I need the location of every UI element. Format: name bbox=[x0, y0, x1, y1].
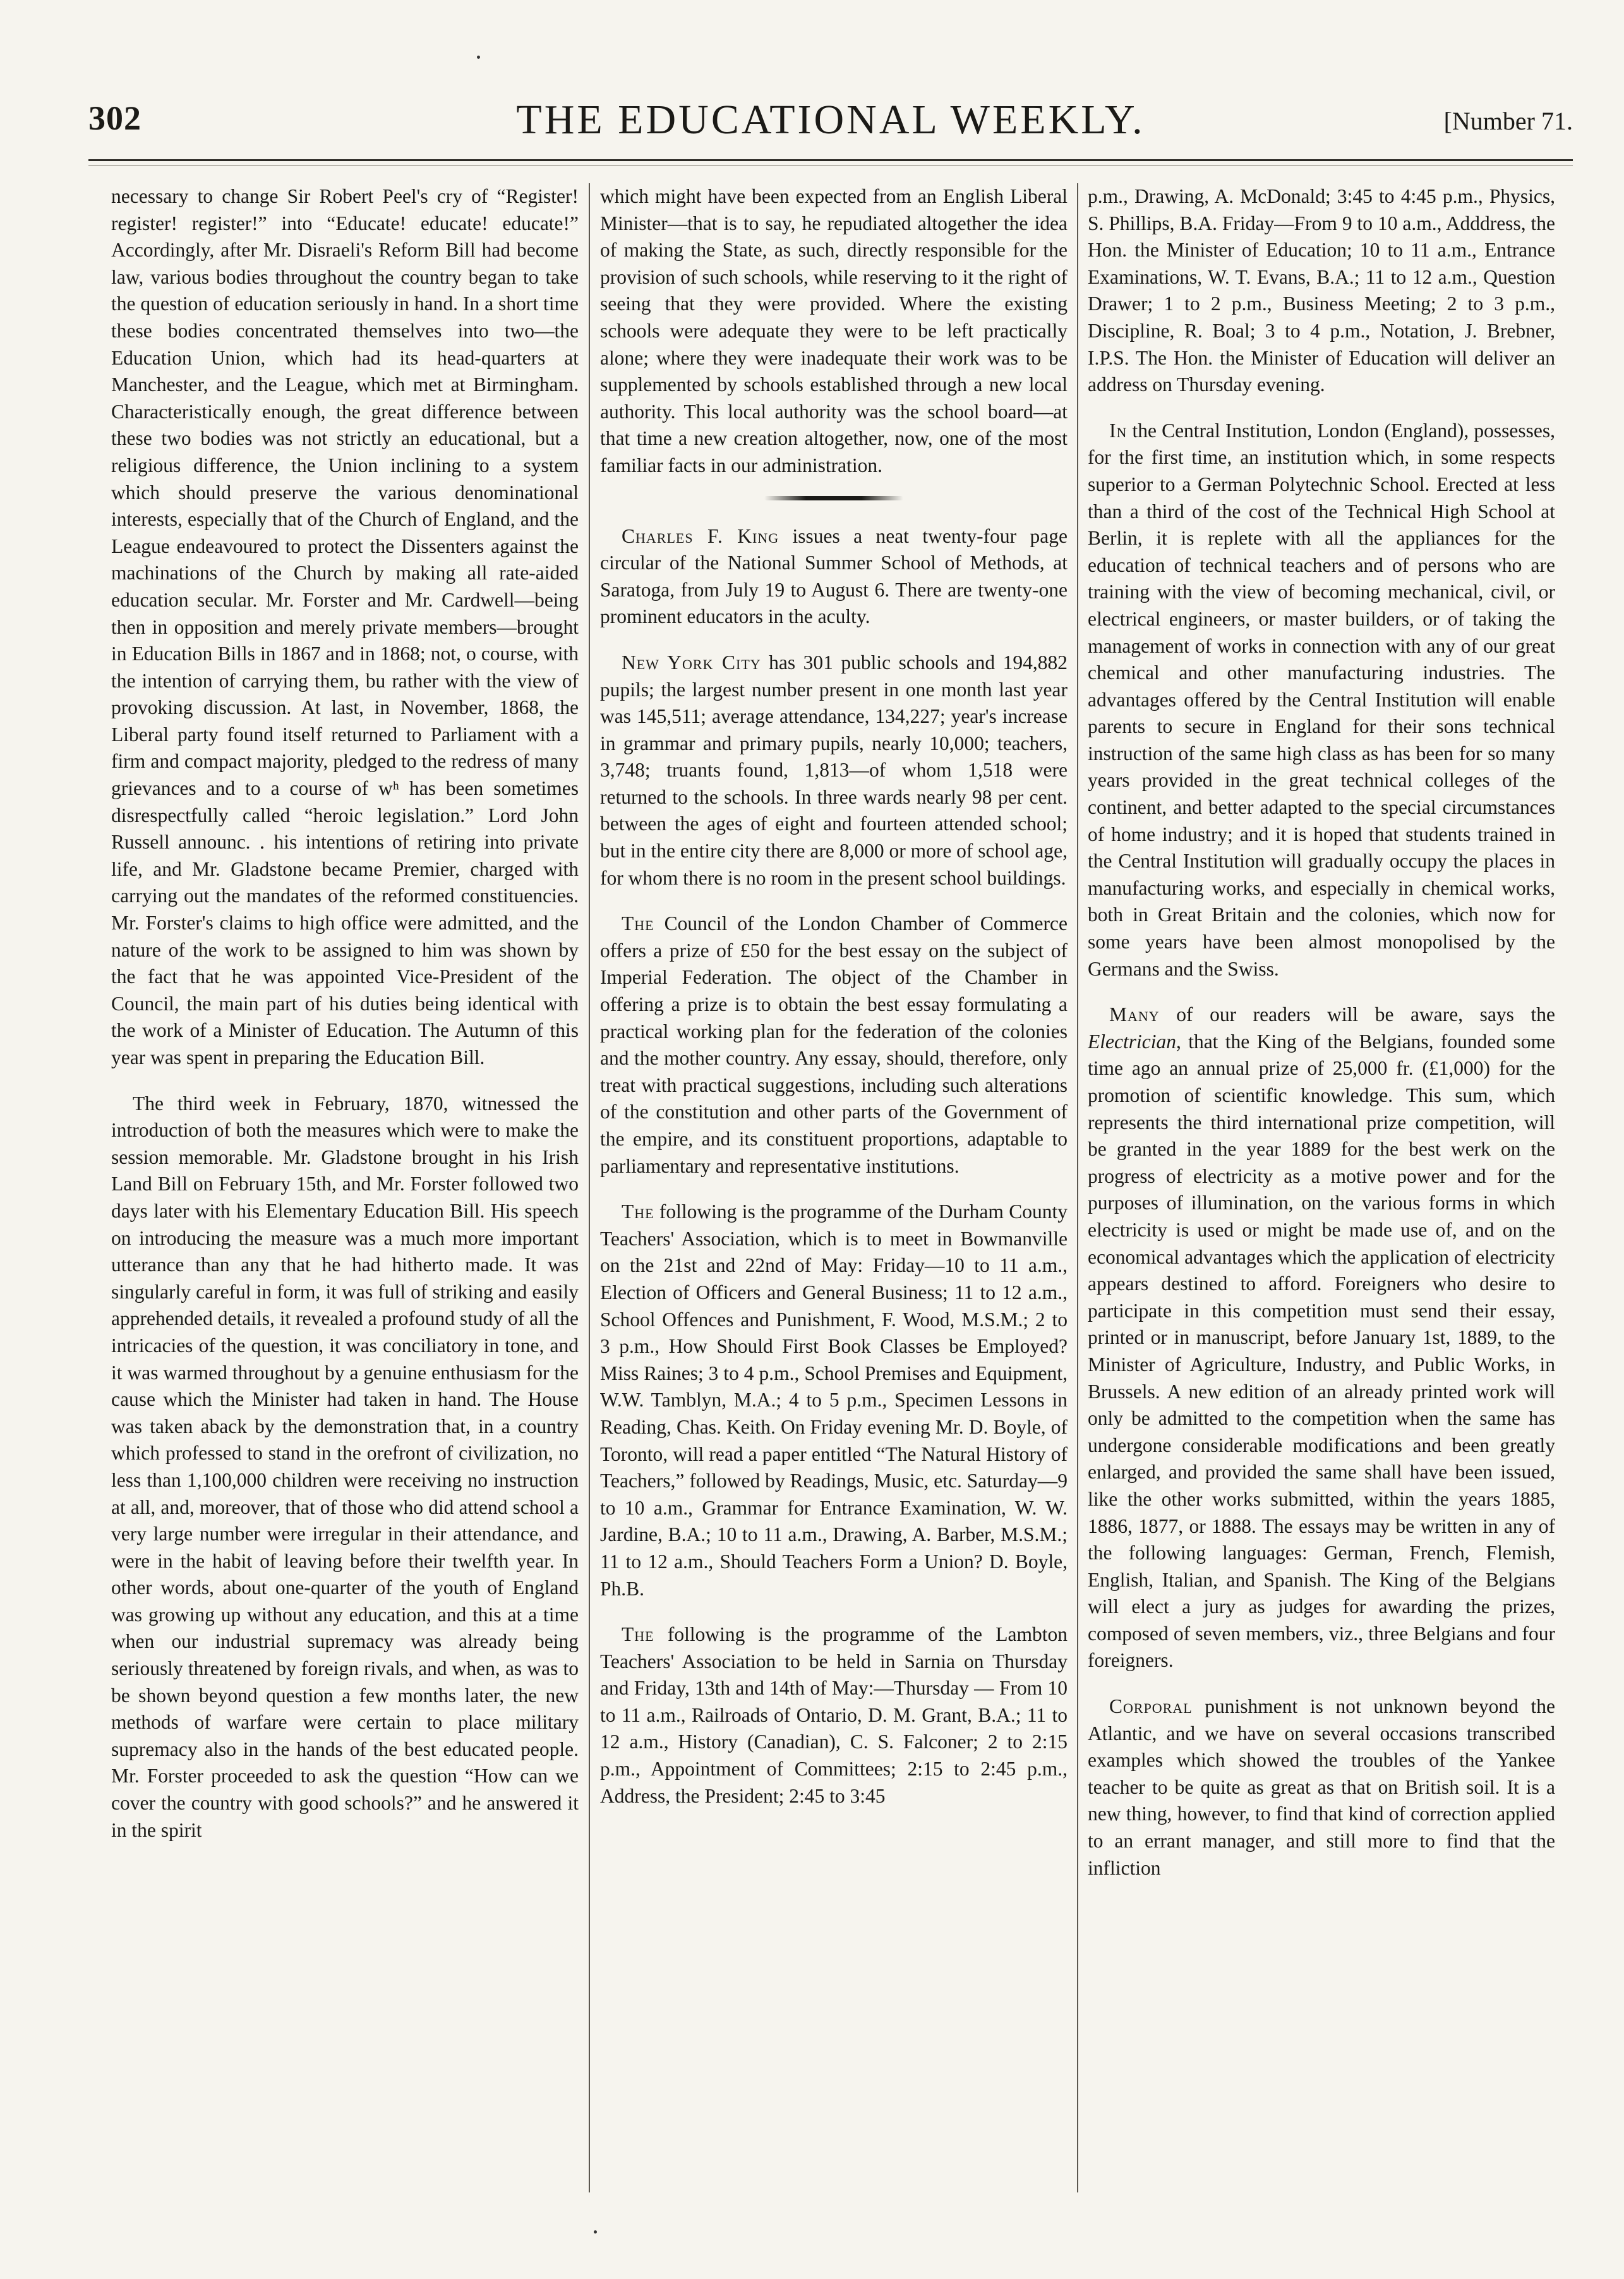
item-lead: In bbox=[1109, 419, 1128, 442]
item-lead: The bbox=[622, 912, 654, 935]
item-lead: Corporal bbox=[1109, 1695, 1193, 1718]
news-item bbox=[1088, 1693, 1555, 1882]
news-item bbox=[1088, 418, 1555, 982]
item-text: Council of the London Chamber of Commerce offers a prize of £50 for the best essay on the subject of Imperial Federation. The object of the Chamber in offering a prize is to obtain the best essay formulating a practical working plan for the federation of the colonies and the mother country. Any essay, should, therefore, only treat with practical suggestions, including such alterations of the constitution and other parts of the Government of the empire, and its constituent proportions, adaptable to parliamentary and representative institutions. bbox=[600, 912, 1068, 1177]
header-rule bbox=[88, 159, 1573, 161]
column-3 bbox=[1088, 183, 1555, 2192]
item-lead: The bbox=[622, 1200, 654, 1223]
article-paragraph: p.m., Drawing, A. McDonald; 3:45 to 4:45 p.m., Physics, S. Phillips, B.A. Friday—From 9 to 10 a.m., Adddress, the Hon. the Minister of Education; 10 to 11 a.m., Entrance Examinations, W. T. Evans, B.A.; 11 to 12 a.m., Question Drawer; 1 to 2 p.m., Business Meeting; 2 to 3 p.m., Discipline, R. Boal; 3 to 4 p.m., Notation, J. Brebner, I.P.S. The Hon. the Minister of Education will deliver an address on Thursday evening. bbox=[1088, 185, 1555, 396]
article-paragraph: necessary to change Sir Robert Peel's cry of “Register! register! register!” into “Educate! educate! educate!” Accordingly, after Mr. Disraeli's Reform Bill had become law, various bodies throughout the country began to take the question of education seriously in hand. In a short time these bodies concentrated themselves into two—the Education Union, which had its head-quarters at Manchester, and the League, which met at Birmingham. Characteristically enough, the great difference between these two bodies was not strictly an educational, but a religious difference, the Union inclining to a system which should preserve the various denominational interests, especially that of the Church of England, and the League endeavoured to protect the Dissenters against the machinations of the Church by making all rate-aided education secular. Mr. Forster and Mr. Cardwell—being then in opposition and merely private members—brought in Education Bills in 1867 and in 1868; not, o course, with the intention of carrying them, bu rather with the view of provoking discussion. At last, in November, 1868, the Liberal party found itself returned to Parliament with a firm and compact majority, pledged to the redress of many grievances and to a course of wʰ has been sometimes disrespectfully called “heroic legislation.” Lord John Russell announc. ․ his intentions of retiring into private life, and Mr. Gladstone became Premier, charged with carrying out the mandates of the reformed constituencies. Mr. Forster's claims to high office were admitted, and the nature of the work to be assigned to him was shown by the fact that he was appointed Vice-President of the Council, the main part of his duties being identical with the work of a Minister of Education. The Autumn of this year was spent in preparing the Education Bill. bbox=[111, 185, 579, 1068]
article-paragraph: The third week in February, 1870, witnessed the introduction of both the measures which were to make the session memorable. Mr. Gladstone brought in his Irish Land Bill on February 15th, and Mr. Forster followed two days later with his Elementary Education Bill. His speech on introducing the measure was a much more important utterance than any that he had hitherto made. It was singularly careful in form, it was full of striking and easily apprehended details, it revealed a profound study of all the intricacies of the question, it was conciliatory in tone, and it was warmed throughout by a genuine enthusiasm for the cause which the Minister had taken in hand. The House was taken aback by the demonstration that, in a country which professed to stand in the orefront of civilization, no less than 1,100,000 children were receiving no instruction at all, and, moreover, that of those who did attend school a very large number were irregular in their attendance, and were in the habit of leaving before their twelfth year. In other words, about one-quarter of the youth of England was growing up without any education, and this at a time when our industrial supremacy was already being seriously threatened by foreign rivals, and when, as was to be shown beyond question a few months later, the new methods of warfare were certain to place military supremacy also in the hands of the best educated people. Mr. Forster proceeded to ask the question “How can we cover the country with good schools?” and he answered it in the spirit bbox=[111, 1092, 579, 1841]
item-lead: The bbox=[622, 1623, 654, 1646]
news-item bbox=[600, 1199, 1068, 1602]
item-lead: New York City bbox=[622, 651, 761, 674]
item-text: punishment is not unknown beyond the Atlantic, and we have on several occasions transcribed examples which showed the troubles of the Yankee teacher to be quite as great as that on British soil. It is a new thing, however, to find that kind of correction applied to an errant manager, and still more to find that the infliction bbox=[1088, 1695, 1555, 1879]
page-number: 302 bbox=[88, 99, 141, 137]
column-2 bbox=[600, 183, 1068, 2192]
print-speck bbox=[477, 56, 480, 59]
item-text: following is the programme of the Lambton Teachers' Association to be held in Sarnia on Thursday and Friday, 13th and 14th of May:—Thursday — From 10 to 11 a.m., Railroads of Ontario, D. M. Grant, B.A.; 11 to 12 a.m., History (Canadian), C. S. Falconer; 2 to 2:15 p.m., Appointment of Committees; 2:15 to 2:45 p.m., Address, the President; 2:45 to 3:45 bbox=[600, 1623, 1068, 1807]
publication-name: Electrician bbox=[1088, 1030, 1176, 1053]
item-text: , that the King of the Belgians, founded some time ago an annual prize of 25,000 fr. (£1,000) for the promotion of scientific knowledge. This sum, which represents the third international prize competition, will be granted in the year 1889 for the best werk on the progress of electricity as a motive power and for the purposes of illumination, on the various forms in which electricity is used or might be made use of, and on the economical advantages which the application of electricity appears destined to afford. Foreigners who desire to participate in this competition must send their essay, printed or in manuscript, before January 1st, 1889, to the Minister of Agriculture, Industry, and Public Works, in Brussels. A new edition of an already printed work will only be admitted to the competition when the same has undergone considerable modifications and been greatly enlarged, and provided the same shall have been issued, like the other works submitted, within the years 1885, 1886, 1877, or 1888. The essays may be written in any of the following languages: German, French, Flemish, English, Italian, and Spanish. The King of the Belgians will elect a jury as judges for awarding the prizes, composed of seven members, viz., three Belgians and four foreigners. bbox=[1088, 1030, 1555, 1672]
column-1 bbox=[111, 183, 579, 2192]
item-text: of our readers will be aware, says the bbox=[1159, 1003, 1555, 1026]
item-lead: Charles F. King bbox=[622, 524, 779, 547]
item-lead: Many bbox=[1109, 1003, 1160, 1026]
section-divider bbox=[764, 496, 903, 500]
journal-title: THE EDUCATIONAL WEEKLY. bbox=[516, 97, 1145, 143]
article-paragraph: which might have been expected from an English Liberal Minister—that is to say, he repudiated altogether the idea of making the State, as such, directly responsible for the provision of such schools, while reserving to it the right of seeing that they were provided. Where the existing schools were adequate they were to be left practically alone; where they were inadequate their work was to be supplemented by schools established through a new local authority. This local authority was the school board—at that time a new creation altogether, now, one of the most familiar facts in our administration. bbox=[600, 185, 1068, 476]
issue-number: [Number 71. bbox=[1443, 107, 1573, 135]
news-item bbox=[600, 910, 1068, 1180]
print-speck bbox=[594, 2230, 597, 2234]
item-text: following is the programme of the Durham County Teachers' Association, which is to meet in Bowmanville on the 21st and 22nd of May: Friday—10 to 11 a.m., Election of Officers and General Business; 11 to 12 a.m., School Offences and Punishment, F. Wood, M.S.M.; 2 to 3 p.m., How Should First Book Classes be Employed? Miss Raines; 3 to 4 p.m., School Premises and Equipment, W.W. Tamblyn, M.A.; 4 to 5 p.m., Specimen Lessons in Reading, Chas. Keith. On Friday evening Mr. D. Boyle, of Toronto, will read a paper entitled “The Natural History of Teachers,” followed by Readings, Music, etc. Saturday—9 to 10 a.m., Grammar for Entrance Examination, W. W. Jardine, B.A.; 10 to 11 a.m., Drawing, A. Barber, M.S.M.; 11 to 12 a.m., Should Teachers Form a Union? D. Boyle, Ph.B. bbox=[600, 1200, 1068, 1600]
item-text: has 301 public schools and 194,882 pupils; the largest number present in one month last year was 145,511; average attendance, 134,227; year's increase in grammar and primary pupils, nearly 10,000; teachers, 3,748; truants found, 1,813—of whom 1,518 were returned to the schools. In three wards nearly 98 per cent. between the ages of eight and fourteen attended school; but in the entire city there are 8,000 or more of school age, for whom there is no room in the present school buildings. bbox=[600, 651, 1068, 889]
column-divider bbox=[589, 183, 590, 2192]
item-text: issues a neat twenty-four page circular of the National Summer School of Methods, at Saratoga, from July 19 to August 6. There are twenty-one prominent educators in the aculty. bbox=[600, 524, 1068, 628]
column-divider bbox=[1077, 183, 1078, 2192]
masthead bbox=[88, 96, 1573, 153]
news-item bbox=[600, 1621, 1068, 1810]
news-item bbox=[600, 650, 1068, 892]
news-item bbox=[600, 523, 1068, 631]
news-item bbox=[1088, 1001, 1555, 1674]
item-text: the Central Institution, London (England), possesses, for the first time, an institution which, in some respects superior to a German Polytechnic School. Erected at less than a third of the cost of the Technical High School at Berlin, it is replete with all the appliances for the education of technical teachers and of persons who are training with the view of becoming mechanical, civil, or electrical engineers, or master builders, or of taking the management of works in connection with any of our great chemical and other manufacturing industries. The advantages offered by the Central Institution will enable parents to secure in England for their sons technical instruction of the same high class as has been for so many years provided in the great technical colleges of the continent, and better adapted to the special circumstances of home industry; and it is hoped that students trained in the Central Institution will gradually occupy the places in manufacturing works, and especially in chemical works, both in Great Britain and the colonies, which now for some years have been almost monopolised by the Germans and the Swiss. bbox=[1088, 419, 1555, 980]
